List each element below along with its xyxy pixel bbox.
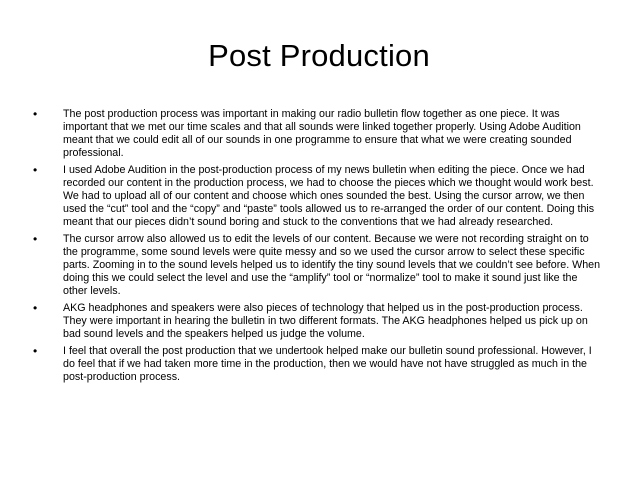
bullet-text-1: The post production process was important in making our radio bulletin flow together as one piece. It was important that we met our time scales and that all sounds were linked together properly. Using Adobe Audition meant that we could edit all of our sounds in one programme to ensure that what we were creating sounded professional. xyxy=(63,108,581,159)
bullet-dot-icon: • xyxy=(33,232,38,246)
bullet-dot-icon: • xyxy=(33,344,38,358)
bullet-item-3 xyxy=(33,233,603,298)
bullet-dot-icon: • xyxy=(33,301,38,315)
bullet-item-2 xyxy=(33,164,603,229)
bullet-text-2: I used Adobe Audition in the post-production process of my news bulletin when editing the piece. Once we had recorded our content in the production process, we had to choose the pieces which we thought would work best. We had to upload all of our content and choose which ones sounded the best. Using the cursor arrow, we then used the “cut” tool and the “copy” and “paste” tools allowed us to re-arranged the order of our content. Doing this meant that our pieces didn’t sound boring and stuck to the conventions that we had already researched. xyxy=(63,164,595,228)
bullet-dot-icon: • xyxy=(33,107,38,121)
bullet-text-3: The cursor arrow also allowed us to edit the levels of our content. Because we were not recording straight on to the programme, some sound levels were quite messy and so we used the cursor arrow to select these specific parts. Zooming in to the sound levels helped us to identify the tiny sound levels that we couldn’t see before. When doing this we could select the level and use the “amplify” tool or “normalize” tool to make it sound just like the other levels. xyxy=(63,233,601,297)
bullet-item-4 xyxy=(33,302,603,341)
bullet-item-1 xyxy=(33,108,603,160)
bullet-item-5 xyxy=(33,345,603,384)
bullet-list xyxy=(33,108,603,388)
bullet-text-5: I feel that overall the post production that we undertook helped make our bulletin sound professional. However, I do feel that if we had taken more time in the production, then we would have not have struggled as much in the post-production process. xyxy=(63,345,592,383)
bullet-text-4: AKG headphones and speakers were also pieces of technology that helped us in the post-production process. They were important in hearing the bulletin in two different formats. The AKG headphones helped us pick up on bad sound levels and the speakers helped us judge the volume. xyxy=(63,302,588,340)
bullet-dot-icon: • xyxy=(33,163,38,177)
slide-title: Post Production xyxy=(208,38,430,73)
